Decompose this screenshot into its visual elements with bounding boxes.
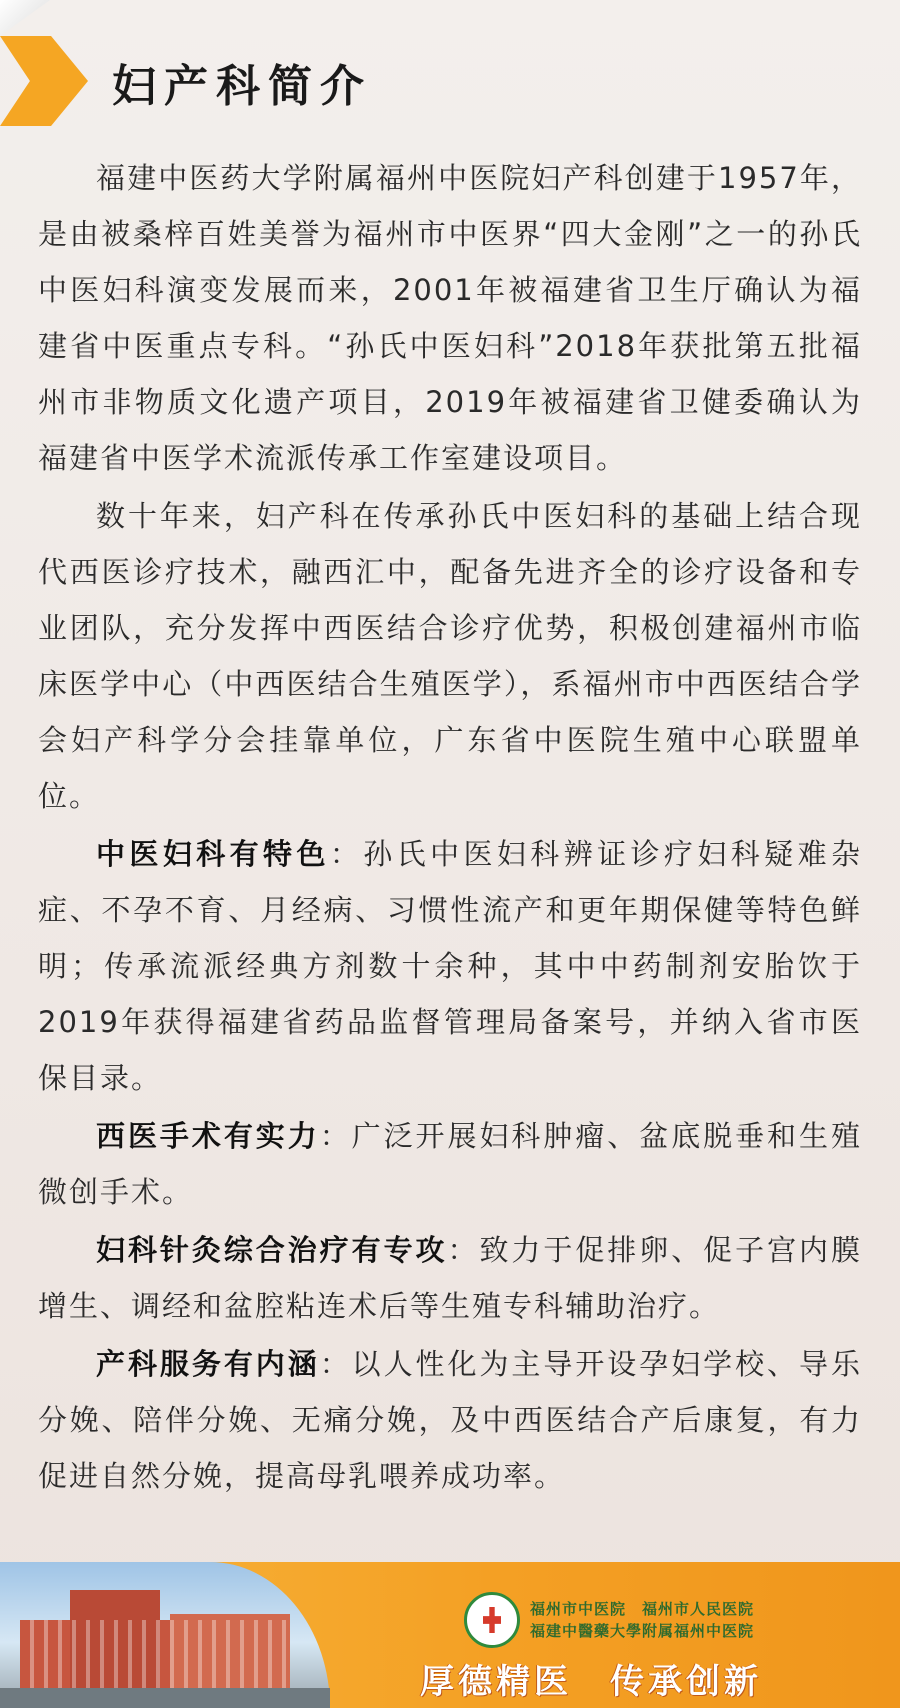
feature-text: ：致力于促排卵、促子宫内膜增生、调经和盆腔粘连术后等生殖专科辅助治疗。 [38, 1233, 862, 1323]
medical-cross-icon [483, 1607, 501, 1633]
university-affiliation: 福建中醫藥大學附属福州中医院 [530, 1622, 755, 1640]
feature-text: ：孙氏中医妇科辨证诊疗妇科疑难杂症、不孕不育、月经病、习惯性流产和更年期保健等特色鲜明；传承流派经典方剂数十余种，其中中药制剂安胎饮于2019年获得福建省药品监督管理局备案号，并纳入省市医保目录。 [38, 837, 862, 1095]
paragraph-text: 数十年来，妇产科在传承孙氏中医妇科的基础上结合现代西医诊疗技术，融西汇中，配备先进齐全的诊疗设备和专业团队，充分发挥中西医结合诊疗优势，积极创建福州市临床医学中心（中西医结合生殖医学），系福州市中西医结合学会妇产科学分会挂靠单位，广东省中医院生殖中心联盟单位。 [38, 499, 862, 813]
hospital-names: 福州市中医院 福州市人民医院 [530, 1600, 755, 1618]
section-header [0, 36, 900, 126]
feature-tcm-gynecology [38, 826, 862, 1106]
building-windows [20, 1620, 290, 1690]
hospital-slogan: 厚德精医 传承创新 [420, 1662, 762, 1702]
hospital-logo-icon [464, 1592, 520, 1648]
feature-acupuncture [38, 1222, 862, 1334]
intro-content [38, 150, 862, 1504]
chevron-arrow-icon [0, 36, 88, 126]
corner-decoration [0, 0, 50, 36]
intro-paragraph-2 [38, 488, 862, 824]
intro-paragraph-1 [38, 150, 862, 486]
paragraph-text: 福建中医药大学附属福州中医院妇产科创建于1957年，是由被桑梓百姓美誉为福州市中医界“四大金刚”之一的孙氏中医妇科演变发展而来，2001年被福建省卫生厅确认为福建省中医重点专科。“孙氏中医妇科”2018年获批第五批福州市非物质文化遗产项目，2019年被福建省卫健委确认为福建省中医学术流派传承工作室建设项目。 [38, 161, 862, 475]
feature-heading: 产科服务有内涵 [96, 1347, 320, 1381]
feature-obstetrics [38, 1336, 862, 1504]
hospital-building-photo [0, 1562, 330, 1708]
feature-text: ：广泛开展妇科肿瘤、盆底脱垂和生殖微创手术。 [38, 1119, 862, 1209]
ground-strip [0, 1688, 330, 1708]
feature-heading: 中医妇科有特色 [96, 837, 330, 871]
page-title: 妇产科简介 [112, 61, 372, 112]
feature-heading: 西医手术有实力 [96, 1119, 320, 1153]
feature-text: ：以人性化为主导开设孕妇学校、导乐分娩、陪伴分娩、无痛分娩，及中西医结合产后康复，有力促进自然分娩，提高母乳喂养成功率。 [38, 1347, 862, 1493]
feature-heading: 妇科针灸综合治疗有专攻 [96, 1233, 448, 1267]
feature-surgery [38, 1108, 862, 1220]
footer-banner [0, 1562, 900, 1708]
